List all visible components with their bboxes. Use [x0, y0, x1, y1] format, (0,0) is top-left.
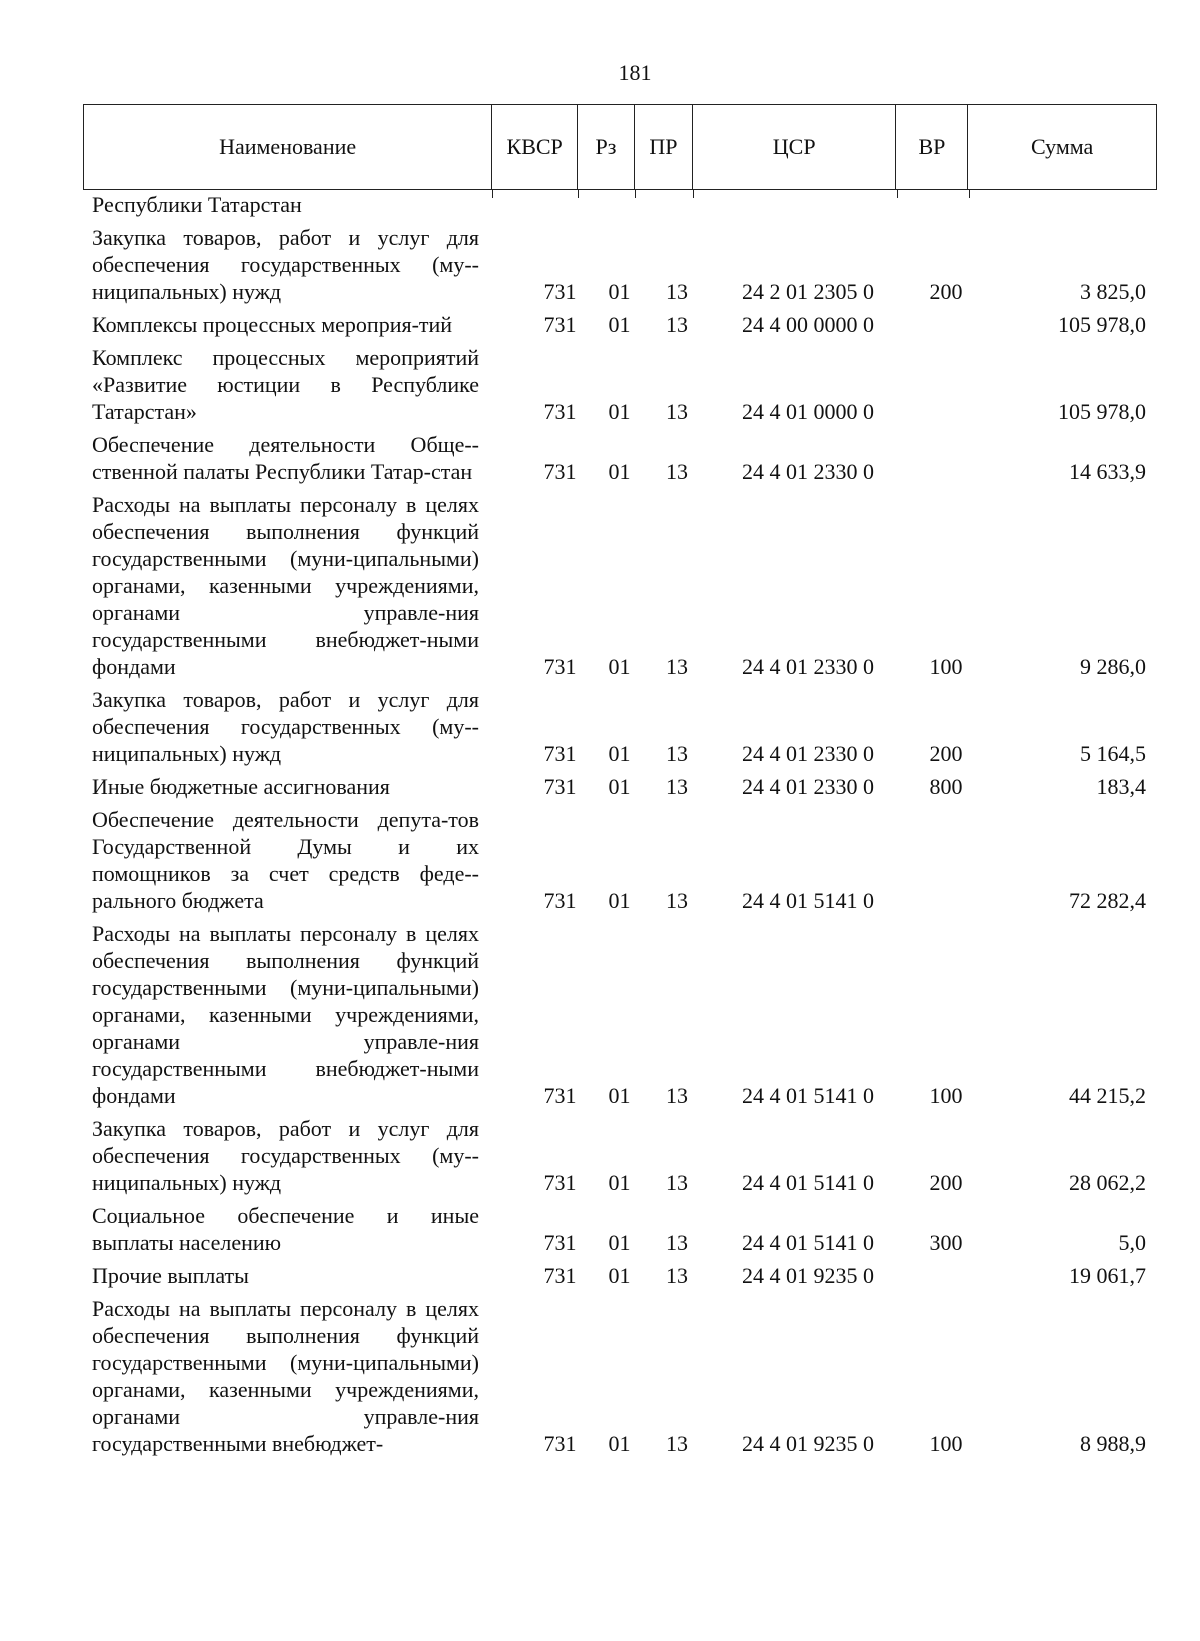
row-vr: 800: [929, 774, 963, 799]
table-row: [92, 920, 1146, 1109]
row-kvsr: 731: [543, 774, 577, 799]
header-csr: ЦСР: [693, 105, 897, 189]
row-sum: 9 286,0: [1080, 654, 1146, 679]
table-row: [92, 224, 1146, 305]
header-pr: ПР: [635, 105, 693, 189]
row-kvsr: 731: [543, 888, 577, 913]
row-sum: 183,4: [1096, 774, 1146, 799]
table-row: [92, 431, 1146, 485]
table-row: [92, 191, 1146, 218]
row-pr: 13: [666, 312, 688, 337]
row-name: Обеспечение деятельности депута-тов Государственной Думы и их помощников за счет средств феде-рального бюджета: [92, 807, 479, 913]
row-rz: 01: [608, 1083, 631, 1108]
row-vr: 200: [929, 279, 963, 304]
row-name: Прочие выплаты: [92, 1263, 249, 1288]
row-rz: 01: [608, 279, 631, 304]
row-sum: 72 282,4: [1069, 888, 1146, 913]
row-kvsr: 731: [543, 1263, 577, 1288]
row-name: Расходы на выплаты персоналу в целях обеспечения выполнения функций государственными (муни-ципальными) органами, казенными учреждениями, органами управле-ния государственными внебюджет-: [92, 1296, 479, 1456]
row-pr: 13: [666, 654, 688, 679]
row-sum: 5,0: [1118, 1230, 1146, 1255]
table-row: [92, 806, 1146, 914]
row-rz: 01: [608, 1170, 631, 1195]
row-csr: 24 4 01 2330 0: [742, 774, 874, 799]
table-header: [83, 104, 1157, 190]
row-rz: 01: [608, 1431, 631, 1456]
row-vr: 100: [929, 1431, 963, 1456]
row-pr: 13: [666, 741, 688, 766]
row-pr: 13: [666, 1230, 688, 1255]
row-name: Обеспечение деятельности Обще-ственной палаты Республики Татар-стан: [92, 432, 479, 484]
row-rz: 01: [608, 459, 631, 484]
row-sum: 44 215,2: [1069, 1083, 1146, 1108]
row-pr: 13: [666, 399, 688, 424]
row-csr: 24 4 01 2330 0: [742, 654, 874, 679]
row-rz: 01: [608, 654, 631, 679]
row-rz: 01: [608, 774, 631, 799]
row-sum: 19 061,7: [1069, 1263, 1146, 1288]
row-sum: 105 978,0: [1058, 399, 1146, 424]
table-row: [92, 1115, 1146, 1196]
row-vr: 100: [929, 654, 963, 679]
table-row: [92, 1202, 1146, 1256]
row-sum: 28 062,2: [1069, 1170, 1146, 1195]
row-kvsr: 731: [543, 1083, 577, 1108]
header-name: Наименование: [84, 105, 492, 189]
table-row: [92, 491, 1146, 680]
row-name: Иные бюджетные ассигнования: [92, 774, 390, 799]
row-rz: 01: [608, 1263, 631, 1288]
row-pr: 13: [666, 888, 688, 913]
row-pr: 13: [666, 1170, 688, 1195]
row-vr: 200: [929, 1170, 963, 1195]
row-kvsr: 731: [543, 399, 577, 424]
row-pr: 13: [666, 1431, 688, 1456]
row-kvsr: 731: [543, 741, 577, 766]
row-csr: 24 4 00 0000 0: [742, 312, 874, 337]
row-kvsr: 731: [543, 1170, 577, 1195]
row-rz: 01: [608, 741, 631, 766]
table-row: [92, 1295, 1146, 1457]
row-csr: 24 4 01 5141 0: [742, 1230, 874, 1255]
row-csr: 24 4 01 9235 0: [742, 1431, 874, 1456]
table-row: [92, 344, 1146, 425]
row-pr: 13: [666, 1083, 688, 1108]
row-csr: 24 4 01 5141 0: [742, 1083, 874, 1108]
table-body: [92, 191, 1146, 1463]
row-name: Расходы на выплаты персоналу в целях обеспечения выполнения функций государственными (муни-ципальными) органами, казенными учреждениями, органами управле-ния государственными внебюджет-ными фондами: [92, 921, 479, 1108]
header-sum: Сумма: [1031, 134, 1094, 159]
header-kvsr: КВСР: [492, 105, 578, 189]
row-vr: 100: [929, 1083, 963, 1108]
row-name: Расходы на выплаты персоналу в целях обеспечения выполнения функций государственными (муни-ципальными) органами, казенными учреждениями, органами управле-ния государственными внебюджет-ными фондами: [92, 492, 479, 679]
row-kvsr: 731: [543, 1230, 577, 1255]
row-name: Комплексы процессных мероприя-тий: [92, 312, 453, 337]
row-sum: 8 988,9: [1080, 1431, 1146, 1456]
row-csr: 24 4 01 5141 0: [742, 1170, 874, 1195]
row-name: Республики Татарстан: [92, 192, 302, 217]
page-number: 181: [618, 60, 652, 85]
row-pr: 13: [666, 279, 688, 304]
row-kvsr: 731: [543, 654, 577, 679]
row-name: Закупка товаров, работ и услуг для обеспечения государственных (му-ниципальных) нужд: [92, 687, 479, 766]
header-vr: ВР: [896, 105, 968, 189]
row-rz: 01: [608, 888, 631, 913]
row-pr: 13: [666, 1263, 688, 1288]
row-rz: 01: [608, 1230, 631, 1255]
row-csr: 24 4 01 5141 0: [742, 888, 874, 913]
row-sum: 14 633,9: [1069, 459, 1146, 484]
header-rz: Рз: [578, 105, 635, 189]
row-name: Комплекс процессных мероприятий «Развитие юстиции в Республике Татарстан»: [92, 345, 479, 424]
row-sum: 105 978,0: [1058, 312, 1146, 337]
row-kvsr: 731: [543, 279, 577, 304]
table-row: [92, 773, 1146, 800]
row-sum: 5 164,5: [1080, 741, 1146, 766]
table-row: [92, 686, 1146, 767]
row-kvsr: 731: [543, 1431, 577, 1456]
row-csr: 24 2 01 2305 0: [742, 279, 874, 304]
row-rz: 01: [608, 399, 631, 424]
row-sum: 3 825,0: [1080, 279, 1146, 304]
row-vr: 200: [929, 741, 963, 766]
table-row: [92, 1262, 1146, 1289]
row-csr: 24 4 01 2330 0: [742, 741, 874, 766]
table-row: [92, 311, 1146, 338]
row-kvsr: 731: [543, 312, 577, 337]
row-name: Закупка товаров, работ и услуг для обеспечения государственных (му-ниципальных) нужд: [92, 225, 479, 304]
row-csr: 24 4 01 2330 0: [742, 459, 874, 484]
row-name: Социальное обеспечение и иные выплаты населению: [92, 1203, 479, 1255]
row-pr: 13: [666, 774, 688, 799]
row-name: Закупка товаров, работ и услуг для обеспечения государственных (му-ниципальных) нужд: [92, 1116, 479, 1195]
row-rz: 01: [608, 312, 631, 337]
row-kvsr: 731: [543, 459, 577, 484]
row-csr: 24 4 01 0000 0: [742, 399, 874, 424]
row-vr: 300: [929, 1230, 963, 1255]
row-pr: 13: [666, 459, 688, 484]
row-csr: 24 4 01 9235 0: [742, 1263, 874, 1288]
